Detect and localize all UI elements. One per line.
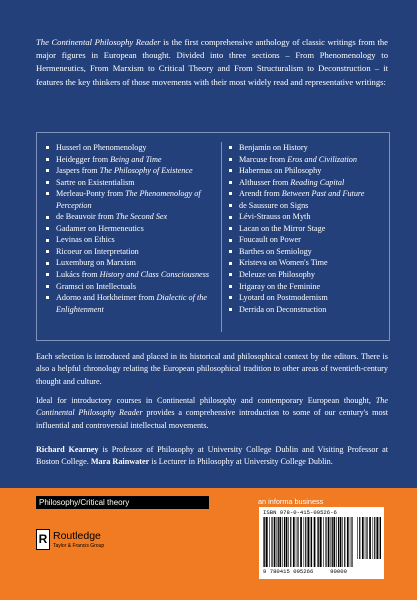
contents-item <box>227 223 387 235</box>
contents-item-lead: Lévi-Strauss on Myth <box>239 212 311 222</box>
barcode-bar <box>351 517 352 567</box>
barcode-bar <box>310 517 311 567</box>
barcode-bar <box>359 517 360 559</box>
contents-item-work: The Phenomenology of Perception <box>56 189 201 210</box>
contents-item-lead: Luxemburg on Marxism <box>56 258 136 268</box>
barcode-bar <box>331 517 332 567</box>
barcode-bar <box>266 517 268 567</box>
audience-paragraph <box>36 395 388 432</box>
barcode-bar <box>380 517 381 559</box>
intro-paragraph <box>36 36 388 89</box>
contents-item-work: History and Class Consciousness <box>99 270 210 280</box>
barcode-bar <box>282 517 283 567</box>
barcode-bar <box>325 517 326 567</box>
barcode-bar <box>269 517 270 567</box>
contents-item-lead: Ricoeur on Interpretation <box>56 246 139 256</box>
contents-item-lead: Lukács from <box>56 270 100 280</box>
contents-item <box>44 269 222 281</box>
barcode-bar <box>296 517 297 567</box>
routledge-logo <box>36 529 146 553</box>
contents-item <box>227 257 387 269</box>
contents-item-lead: Foucault on Power <box>239 235 301 245</box>
contents-item-lead: Lacan on the Mirror Stage <box>239 223 326 233</box>
contents-item-work: The Second Sex <box>115 212 168 222</box>
context-paragraph: Each selection is introduced and placed in its historical and philosophical context by the editors. There is also a helpful chronology relating the European philosophical tradition to other areas of twentieth-century thought and culture. <box>36 352 388 386</box>
contents-item <box>44 246 222 258</box>
barcode-bar <box>328 517 330 567</box>
contents-item <box>227 281 387 293</box>
contents-item <box>227 234 387 246</box>
barcode-bar <box>342 517 343 567</box>
contents-item <box>44 292 222 315</box>
contents-item-work: The Philosophy of Existence <box>99 166 193 176</box>
contents-item <box>227 269 387 281</box>
barcode-bar <box>357 517 358 559</box>
price-barcode-icon <box>357 517 381 559</box>
publisher-name: Routledge <box>53 530 101 542</box>
intro-text: is the first comprehensive anthology of classic writings from the major figures in European thought. Divided into three sections – From Phenomenology to Hermeneutics, From Marxism to Critical Theory and From Structuralism to Deconstruction – it features the key thinkers of those movements with their most widely read and representative writings: <box>36 37 388 87</box>
contents-item-lead: Kristeva on Women's Time <box>239 258 328 268</box>
barcode-bar <box>365 517 366 559</box>
barcode-bar <box>350 517 351 567</box>
audience-text-after: provides a comprehensive introduction to some of our century's most influential and controversial intellectual movements. <box>36 408 388 430</box>
barcode-digits <box>263 568 347 575</box>
barcode-bar <box>332 517 333 567</box>
intro-book-title: The Continental Philosophy Reader <box>36 37 161 47</box>
barcode-bar <box>297 517 298 567</box>
editors-paragraph <box>36 444 388 469</box>
editor-name-1: Richard Kearney <box>36 445 99 454</box>
barcode-bar <box>304 517 305 567</box>
contents-item-lead: Lyotard on Postmodernism <box>239 293 328 303</box>
barcode-bar <box>288 517 289 567</box>
contents-list-right <box>227 142 387 315</box>
barcode-bar <box>274 517 276 567</box>
publisher-subtitle: Taylor & Francis Group <box>53 543 105 549</box>
contents-item-work: Eros and Civilization <box>287 154 357 164</box>
barcode-bar <box>278 517 279 567</box>
audience-text-before: Ideal for introductory courses in Continental philosophy and contemporary European thought, <box>36 396 376 405</box>
contents-item-lead: de Beauvoir from <box>56 212 116 222</box>
barcode-bar <box>317 517 318 567</box>
contents-item-lead: Benjamin on History <box>239 143 308 152</box>
barcode-number: 9 780415 095266 <box>263 568 314 575</box>
contents-item-lead: Irigaray on the Feminine <box>239 281 321 291</box>
price-code: 90000 <box>330 568 347 575</box>
editor-name-2: Mara Rainwater <box>90 457 150 467</box>
barcode-bar <box>338 517 339 567</box>
contents-item-lead: Heidegger from <box>56 154 111 164</box>
contents-item-lead: Derrida on Deconstruction <box>239 304 327 314</box>
barcode-bar <box>307 517 309 567</box>
contents-item <box>227 142 387 154</box>
barcode-bar <box>286 517 288 567</box>
ean-barcode-icon <box>263 517 353 567</box>
contents-item <box>44 188 222 211</box>
isbn-text: ISBN 978-0-415-09526-6 <box>263 509 337 516</box>
contents-item <box>44 142 222 154</box>
barcode-bar <box>340 517 342 567</box>
barcode-bar <box>293 517 295 567</box>
barcode-bar <box>376 517 378 559</box>
category-label: Philosophy/Critical theory <box>36 496 209 509</box>
contents-item <box>227 304 387 316</box>
contents-list-left <box>44 142 222 315</box>
contents-item <box>44 165 222 177</box>
routledge-r-icon: R <box>36 529 50 550</box>
contents-item <box>227 188 387 200</box>
publisher-band <box>0 488 417 600</box>
barcode-bar <box>362 517 364 559</box>
contents-item-lead: Barthes on Semiology <box>239 246 312 256</box>
editor-bio-2: is Lecturer in Philosophy at University College Dublin. <box>149 457 333 467</box>
barcode-bar <box>347 517 349 567</box>
contents-item-work: Reading Capital <box>290 177 345 187</box>
barcode-bar <box>320 517 322 567</box>
barcode-bar <box>344 517 345 567</box>
contents-item <box>227 211 387 223</box>
barcode-bar <box>333 517 335 567</box>
isbn-barcode <box>259 507 384 579</box>
contents-item <box>227 200 387 212</box>
contents-item-work: Dialectic of the Enlightenment <box>56 293 207 314</box>
audience-book-title: The Continental Philosophy Reader <box>36 396 388 418</box>
contents-item-lead: Adorno and Horkheimer from <box>56 293 157 303</box>
contents-item <box>44 281 222 293</box>
barcode-bar <box>379 517 380 559</box>
barcode-bar <box>290 517 291 567</box>
contents-item-lead: Husserl on Phenomenology <box>56 143 147 152</box>
barcode-bar <box>300 517 302 567</box>
barcode-bar <box>373 517 374 559</box>
barcode-bar <box>369 517 371 559</box>
barcode-bar <box>374 517 375 559</box>
contents-item <box>227 292 387 304</box>
informa-tagline: an informa business <box>258 497 324 506</box>
barcode-bar <box>279 517 281 567</box>
contents-item <box>44 177 222 189</box>
barcode-bar <box>323 517 324 567</box>
contents-item-lead: Gadamer on Hermeneutics <box>56 223 144 233</box>
contents-item-lead: Merleau-Ponty from <box>56 189 126 199</box>
contents-item <box>44 234 222 246</box>
editor-bio-1: is Professor of Philosophy at University College Dublin and Visiting Professor at Boston College. <box>36 445 388 467</box>
contents-item-lead: Althusser from <box>239 177 291 187</box>
barcode-bar <box>336 517 337 567</box>
contents-item-lead: Levinas on Ethics <box>56 235 115 245</box>
contents-item-work: Between Past and Future <box>281 189 365 199</box>
contents-item <box>44 257 222 269</box>
column-divider <box>221 142 222 332</box>
contents-item <box>227 165 387 177</box>
contents-item <box>44 154 222 166</box>
contents-item-lead: Sartre on Existentialism <box>56 177 135 187</box>
barcode-bar <box>277 517 278 567</box>
barcode-bar <box>305 517 306 567</box>
barcode-bar <box>284 517 285 567</box>
barcode-bar <box>271 517 272 567</box>
contents-item-lead: Marcuse from <box>239 154 288 164</box>
contents-item <box>44 223 222 235</box>
contents-item-lead: Arendt from <box>239 189 282 199</box>
barcode-bar <box>311 517 312 567</box>
contents-item-lead: de Saussure on Signs <box>239 200 309 210</box>
contents-item-lead: Gramsci on Intellectuals <box>56 281 137 291</box>
barcode-bar <box>366 517 367 559</box>
contents-item-lead: Habermas on Philosophy <box>239 166 322 176</box>
contents-item-lead: Jaspers from <box>56 166 100 176</box>
contents-item-work: Being and Time <box>110 154 162 164</box>
contents-item <box>227 246 387 258</box>
contents-item-lead: Deleuze on Philosophy <box>239 270 315 280</box>
contents-item <box>227 154 387 166</box>
contents-box <box>36 132 390 341</box>
barcode-bar <box>314 517 316 567</box>
contents-item <box>44 211 222 223</box>
barcode-bar <box>318 517 319 567</box>
barcode-bar <box>263 517 264 567</box>
contents-item <box>227 177 387 189</box>
barcode-bar <box>264 517 265 567</box>
